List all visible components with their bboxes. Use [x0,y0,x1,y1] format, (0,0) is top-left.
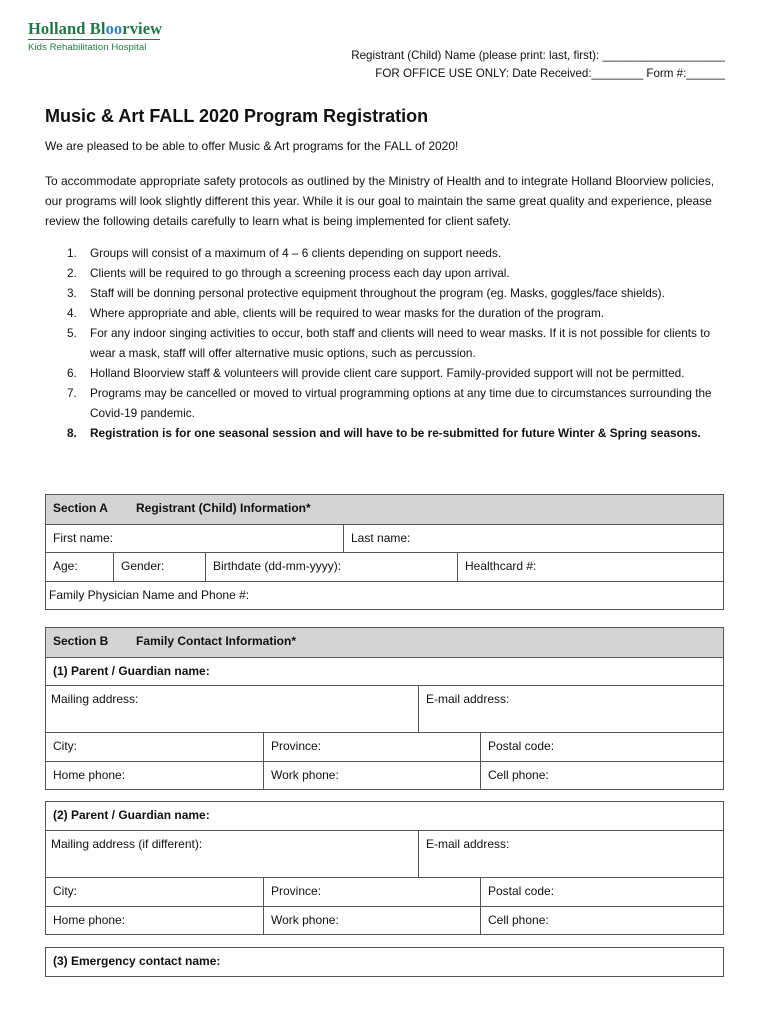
emergency-table [45,947,724,977]
rule-item: 7. Programs may be cancelled or moved to virtual programming options at any time due to circumstances surrounding the Covid-19 pandemic. [67,386,712,420]
intro-paragraph-2: To accommodate appropriate safety protocols as outlined by the Ministry of Health and to integrate Holland Bloorview policies, our programs will look slightly different this year. While it is our goal to maintain the same great quality and experience, please review the following details carefully to learn what is being implemented for client safety. [45,174,715,228]
section-a-title: Registrant (Child) Information* [136,501,311,515]
logo-name-part1: Holland Bl [28,19,106,38]
section-b-header [46,628,723,657]
physician-field[interactable]: Family Physician Name and Phone #: [49,588,250,602]
section-a-header [46,495,723,524]
parent1-province-field[interactable]: Province: [263,733,480,761]
office-use-block [351,47,725,83]
rule-item: 8. Registration is for one seasonal session and will have to be re-submitted for future Winter & Spring seasons. [67,426,701,440]
first-name-field[interactable]: First name: [53,531,114,545]
parent2-table [45,801,724,935]
parent2-cell-phone-field[interactable]: Cell phone: [480,907,723,934]
parent2-province-field[interactable]: Province: [263,878,480,906]
parent1-work-phone-field[interactable]: Work phone: [263,762,480,789]
last-name-field[interactable]: Last name: [343,525,723,552]
rule-item: 4. Where appropriate and able, clients will be required to wear masks for the duration of the program. [67,306,605,320]
holland-bloorview-logo [28,20,168,55]
section-b-label: Section B [53,634,109,648]
rule-item: 6. Holland Bloorview staff & volunteers will provide client care support. Family-provided support will not be permitted. [67,366,685,380]
parent1-home-phone-field[interactable]: Home phone: [53,768,126,782]
section-a-table [45,494,724,610]
intro-paragraph-1: We are pleased to be able to offer Music & Art programs for the FALL of 2020! [45,139,459,153]
page-title: Music & Art FALL 2020 Program Registration [45,106,429,126]
logo-name-part3: rview [122,19,163,38]
logo-subtitle: Kids Rehabilitation Hospital [28,39,160,55]
rule-item: 2. Clients will be required to go through a screening process each day upon arrival. [67,266,510,280]
emergency-contact-field[interactable]: (3) Emergency contact name: [53,954,221,968]
gender-field[interactable]: Gender: [113,553,205,581]
parent2-work-phone-field[interactable]: Work phone: [263,907,480,934]
safety-rules-list [45,243,735,443]
section-b-title: Family Contact Information* [136,634,297,648]
age-field[interactable]: Age: [53,559,78,573]
parent1-city-field[interactable]: City: [53,739,77,753]
parent1-email-field[interactable]: E-mail address: [418,686,723,732]
parent1-mailing-field[interactable]: Mailing address: [51,692,139,706]
parent2-postal-field[interactable]: Postal code: [480,878,723,906]
logo-name [28,20,168,38]
office-use-line: FOR OFFICE USE ONLY: Date Received:________ Form #:______ [375,67,725,80]
parent2-city-field[interactable]: City: [53,884,77,898]
parent1-cell-phone-field[interactable]: Cell phone: [480,762,723,789]
logo-name-part2: oo [105,19,123,38]
section-b-table [45,627,724,790]
parent2-mailing-field[interactable]: Mailing address (if different): [51,837,203,851]
rule-item: 5. For any indoor singing activities to occur, both staff and clients will need to wear masks. If it is not possible for clients to wear a mask, staff will offer alternative music options, such as percussion. [67,326,711,360]
parent2-name-field[interactable]: (2) Parent / Guardian name: [53,808,210,822]
healthcard-field[interactable]: Healthcard #: [457,553,723,581]
parent2-email-field[interactable]: E-mail address: [418,831,723,877]
registrant-name-line: Registrant (Child) Name (please print: last, first): ___________________ [351,49,725,62]
rule-item: 3. Staff will be donning personal protective equipment throughout the program (eg. Masks, goggles/face shields). [67,286,665,300]
section-a-label: Section A [53,501,108,515]
parent1-name-field[interactable]: (1) Parent / Guardian name: [53,664,210,678]
birthdate-field[interactable]: Birthdate (dd-mm-yyyy): [205,553,457,581]
parent1-postal-field[interactable]: Postal code: [480,733,723,761]
rule-item: 1. Groups will consist of a maximum of 4 – 6 clients depending on support needs. [67,246,502,260]
parent2-home-phone-field[interactable]: Home phone: [53,913,126,927]
